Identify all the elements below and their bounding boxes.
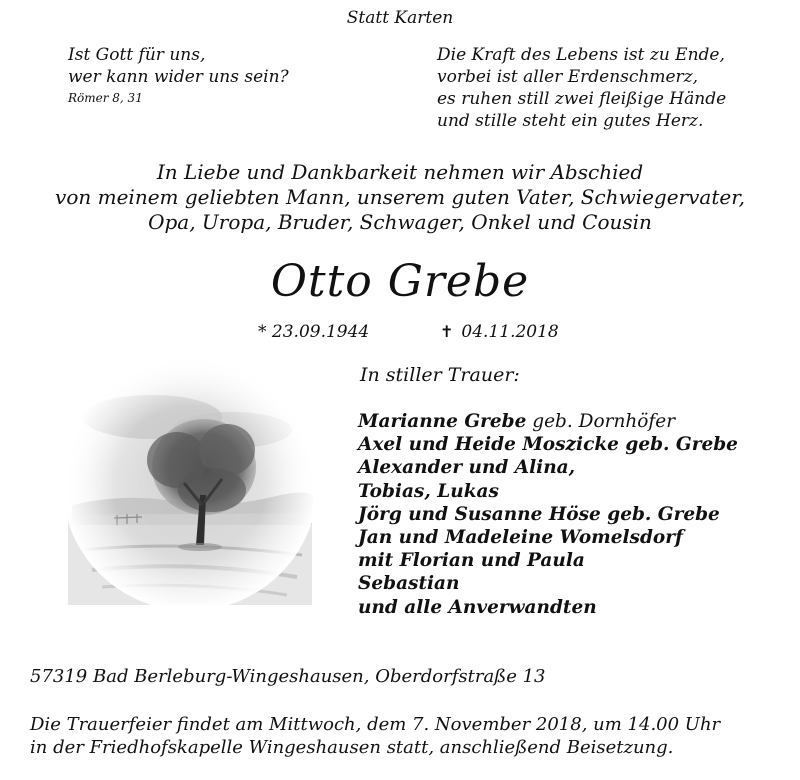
mourner-line: Jan und Madeleine Womelsdorf: [358, 527, 683, 549]
mourner-line: und alle Anverwandten: [358, 596, 597, 618]
mourner-line: Alexander und Alina,: [358, 457, 576, 479]
address: 57319 Bad Berleburg-Wingeshausen, Oberdorfstraße 13: [30, 666, 546, 687]
verse-left: [68, 44, 289, 108]
intro-line: von meinem geliebten Mann, unserem guten Vater, Schwiegervater,: [55, 185, 745, 209]
tree-icon: [62, 355, 318, 611]
funeral-info: [30, 713, 720, 759]
header-title: Statt Karten: [346, 8, 454, 28]
verse-left-line: Ist Gott für uns,: [68, 45, 206, 65]
mourner-maiden-name: geb. Dornhöfer: [526, 411, 676, 432]
mourner-line: Jörg und Susanne Höse geb. Grebe: [358, 503, 720, 525]
mourner-line: mit Florian und Paula: [358, 550, 585, 572]
verse-right-line: Die Kraft des Lebens ist zu Ende,: [437, 45, 725, 65]
verse-source: Römer 8, 31: [68, 91, 143, 105]
mourner-name: Marianne Grebe: [358, 411, 527, 432]
verse-right-line: es ruhen still zwei fleißige Hände: [437, 89, 727, 109]
death-date: 04.11.2018: [461, 322, 559, 342]
intro-line: Opa, Uropa, Bruder, Schwager, Onkel und Cousin: [148, 210, 652, 234]
mourner-line: Axel und Heide Moszicke geb. Grebe: [358, 434, 738, 456]
cross-icon: ✝: [440, 322, 454, 341]
verse-right-line: vorbei ist aller Erdenschmerz,: [437, 67, 699, 87]
mourner-line: Tobias, Lukas: [358, 480, 499, 502]
intro-line: In Liebe und Dankbarkeit nehmen wir Abschied: [156, 160, 644, 184]
mourner-line: Sebastian: [358, 573, 460, 595]
mourning-label: In stiller Trauer:: [360, 364, 520, 386]
birth-date: * 23.09.1944: [258, 322, 370, 342]
verse-right-line: und stille steht ein gutes Herz.: [437, 111, 704, 131]
verse-right: [437, 44, 726, 132]
funeral-line: in der Friedhofskapelle Wingeshausen statt, anschließend Beisetzung.: [30, 737, 674, 758]
tree-landscape-image: [62, 355, 318, 611]
mourner-line: [358, 410, 738, 433]
deceased-name: Otto Grebe: [270, 256, 530, 307]
intro-text: [0, 160, 800, 235]
verse-left-line: wer kann wider uns sein?: [68, 67, 289, 87]
funeral-line: Die Trauerfeier findet am Mittwoch, dem 7. November 2018, um 14.00 Uhr: [30, 714, 721, 735]
death-date-group: [440, 322, 559, 342]
mourners-list: [358, 410, 738, 619]
